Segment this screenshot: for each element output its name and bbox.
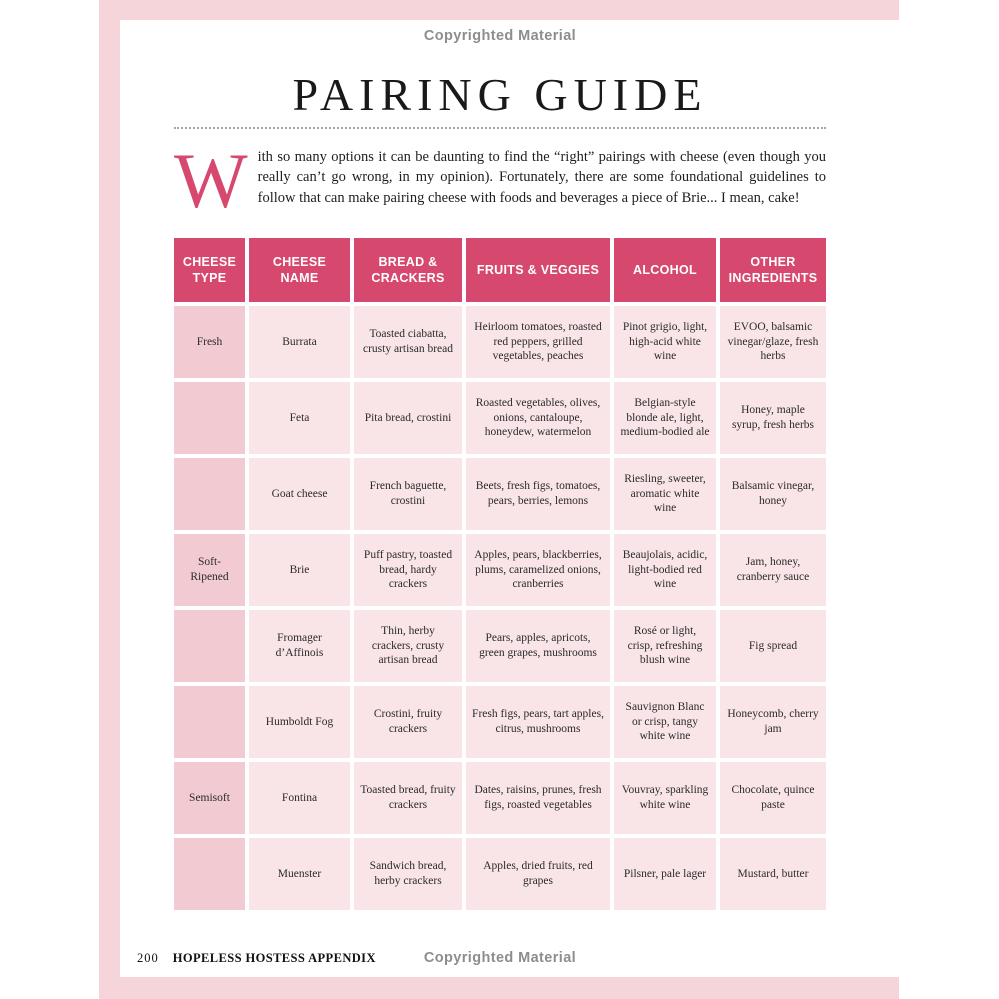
cell-fruits-veggies: Dates, raisins, prunes, fresh figs, roasted vegetables bbox=[466, 762, 610, 834]
cell-fruits-veggies: Heirloom tomatoes, roasted red peppers, grilled vegetables, peaches bbox=[466, 306, 610, 378]
cell-cheese-name: Goat cheese bbox=[249, 458, 350, 530]
cell-fruits-veggies: Roasted vegetables, olives, onions, cantaloupe, honeydew, watermelon bbox=[466, 382, 610, 454]
cell-cheese-name: Muenster bbox=[249, 838, 350, 910]
cell-fruits-veggies: Apples, dried fruits, red grapes bbox=[466, 838, 610, 910]
cell-alcohol: Riesling, sweeter, aromatic white wine bbox=[614, 458, 716, 530]
cell-bread-crackers: Crostini, fruity crackers bbox=[354, 686, 462, 758]
cell-bread-crackers: Thin, herby crackers, crusty artisan bread bbox=[354, 610, 462, 682]
column-header-other-ingredients: OTHER INGREDIENTS bbox=[720, 238, 826, 302]
cell-cheese-name: Feta bbox=[249, 382, 350, 454]
cell-bread-crackers: French baguette, crostini bbox=[354, 458, 462, 530]
page-number: 200 bbox=[137, 951, 159, 965]
cell-other-ingredients: Chocolate, quince paste bbox=[720, 762, 826, 834]
cell-cheese-name: Burrata bbox=[249, 306, 350, 378]
cell-cheese-type: Soft-Ripened bbox=[174, 534, 245, 606]
cell-cheese-type bbox=[174, 610, 245, 682]
page-frame-top bbox=[99, 0, 899, 20]
cell-alcohol: Beaujolais, acidic, light-bodied red wine bbox=[614, 534, 716, 606]
page-frame-left bbox=[99, 0, 120, 999]
cell-bread-crackers: Puff pastry, toasted bread, hardy crackers bbox=[354, 534, 462, 606]
cell-bread-crackers: Toasted bread, fruity crackers bbox=[354, 762, 462, 834]
cell-cheese-type bbox=[174, 686, 245, 758]
cell-fruits-veggies: Apples, pears, blackberries, plums, caramelized onions, cranberries bbox=[466, 534, 610, 606]
cell-cheese-name: Fontina bbox=[249, 762, 350, 834]
running-footer-title: HOPELESS HOSTESS APPENDIX bbox=[172, 951, 376, 965]
cell-bread-crackers: Toasted ciabatta, crusty artisan bread bbox=[354, 306, 462, 378]
cell-alcohol: Sauvignon Blanc or crisp, tangy white wine bbox=[614, 686, 716, 758]
cell-cheese-name: Brie bbox=[249, 534, 350, 606]
cell-other-ingredients: EVOO, balsamic vinegar/glaze, fresh herbs bbox=[720, 306, 826, 378]
cell-cheese-type bbox=[174, 458, 245, 530]
cell-other-ingredients: Jam, honey, cranberry sauce bbox=[720, 534, 826, 606]
cell-alcohol: Pilsner, pale lager bbox=[614, 838, 716, 910]
cell-cheese-name: Fromager d’Affinois bbox=[249, 610, 350, 682]
cell-other-ingredients: Balsamic vinegar, honey bbox=[720, 458, 826, 530]
cell-other-ingredients: Honeycomb, cherry jam bbox=[720, 686, 826, 758]
cell-cheese-type: Fresh bbox=[174, 306, 245, 378]
page-title: PAIRING GUIDE bbox=[292, 69, 708, 120]
copyright-notice-bottom: Copyrighted Material bbox=[423, 950, 577, 966]
column-header-cheese-type: CHEESE TYPE bbox=[174, 238, 245, 302]
cell-other-ingredients: Honey, maple syrup, fresh herbs bbox=[720, 382, 826, 454]
pairing-table bbox=[174, 238, 826, 910]
cell-alcohol: Vouvray, sparkling white wine bbox=[614, 762, 716, 834]
dotted-divider bbox=[174, 127, 826, 129]
cell-fruits-veggies: Beets, fresh figs, tomatoes, pears, berries, lemons bbox=[466, 458, 610, 530]
cell-cheese-type bbox=[174, 838, 245, 910]
cell-alcohol: Belgian-style blonde ale, light, medium-bodied ale bbox=[614, 382, 716, 454]
cell-bread-crackers: Pita bread, crostini bbox=[354, 382, 462, 454]
cell-other-ingredients: Mustard, butter bbox=[720, 838, 826, 910]
page-frame-bottom bbox=[99, 977, 899, 999]
cell-cheese-name: Humboldt Fog bbox=[249, 686, 350, 758]
column-header-bread-crackers: BREAD & CRACKERS bbox=[354, 238, 462, 302]
copyright-notice-top: Copyrighted Material bbox=[423, 28, 577, 44]
intro-paragraph bbox=[174, 137, 826, 224]
cell-cheese-type: Semisoft bbox=[174, 762, 245, 834]
intro-text: ith so many options it can be daunting to find the “right” pairings with cheese (even though you really can’t go wrong, in my opinion). Fortunately, there are some foundational guidelines to follow that can make pairing cheese with foods and beverages a piece of Brie... I mean, cake! bbox=[257, 149, 826, 206]
column-header-cheese-name: CHEESE NAME bbox=[249, 238, 350, 302]
cell-fruits-veggies: Pears, apples, apricots, green grapes, mushrooms bbox=[466, 610, 610, 682]
cell-other-ingredients: Fig spread bbox=[720, 610, 826, 682]
drop-cap: W bbox=[174, 137, 248, 224]
cell-alcohol: Rosé or light, crisp, refreshing blush wine bbox=[614, 610, 716, 682]
cell-bread-crackers: Sandwich bread, herby crackers bbox=[354, 838, 462, 910]
column-header-fruits-veggies: FRUITS & VEGGIES bbox=[466, 238, 610, 302]
cell-cheese-type bbox=[174, 382, 245, 454]
column-header-alcohol: ALCOHOL bbox=[614, 238, 716, 302]
cell-fruits-veggies: Fresh figs, pears, tart apples, citrus, mushrooms bbox=[466, 686, 610, 758]
cell-alcohol: Pinot grigio, light, high-acid white wine bbox=[614, 306, 716, 378]
